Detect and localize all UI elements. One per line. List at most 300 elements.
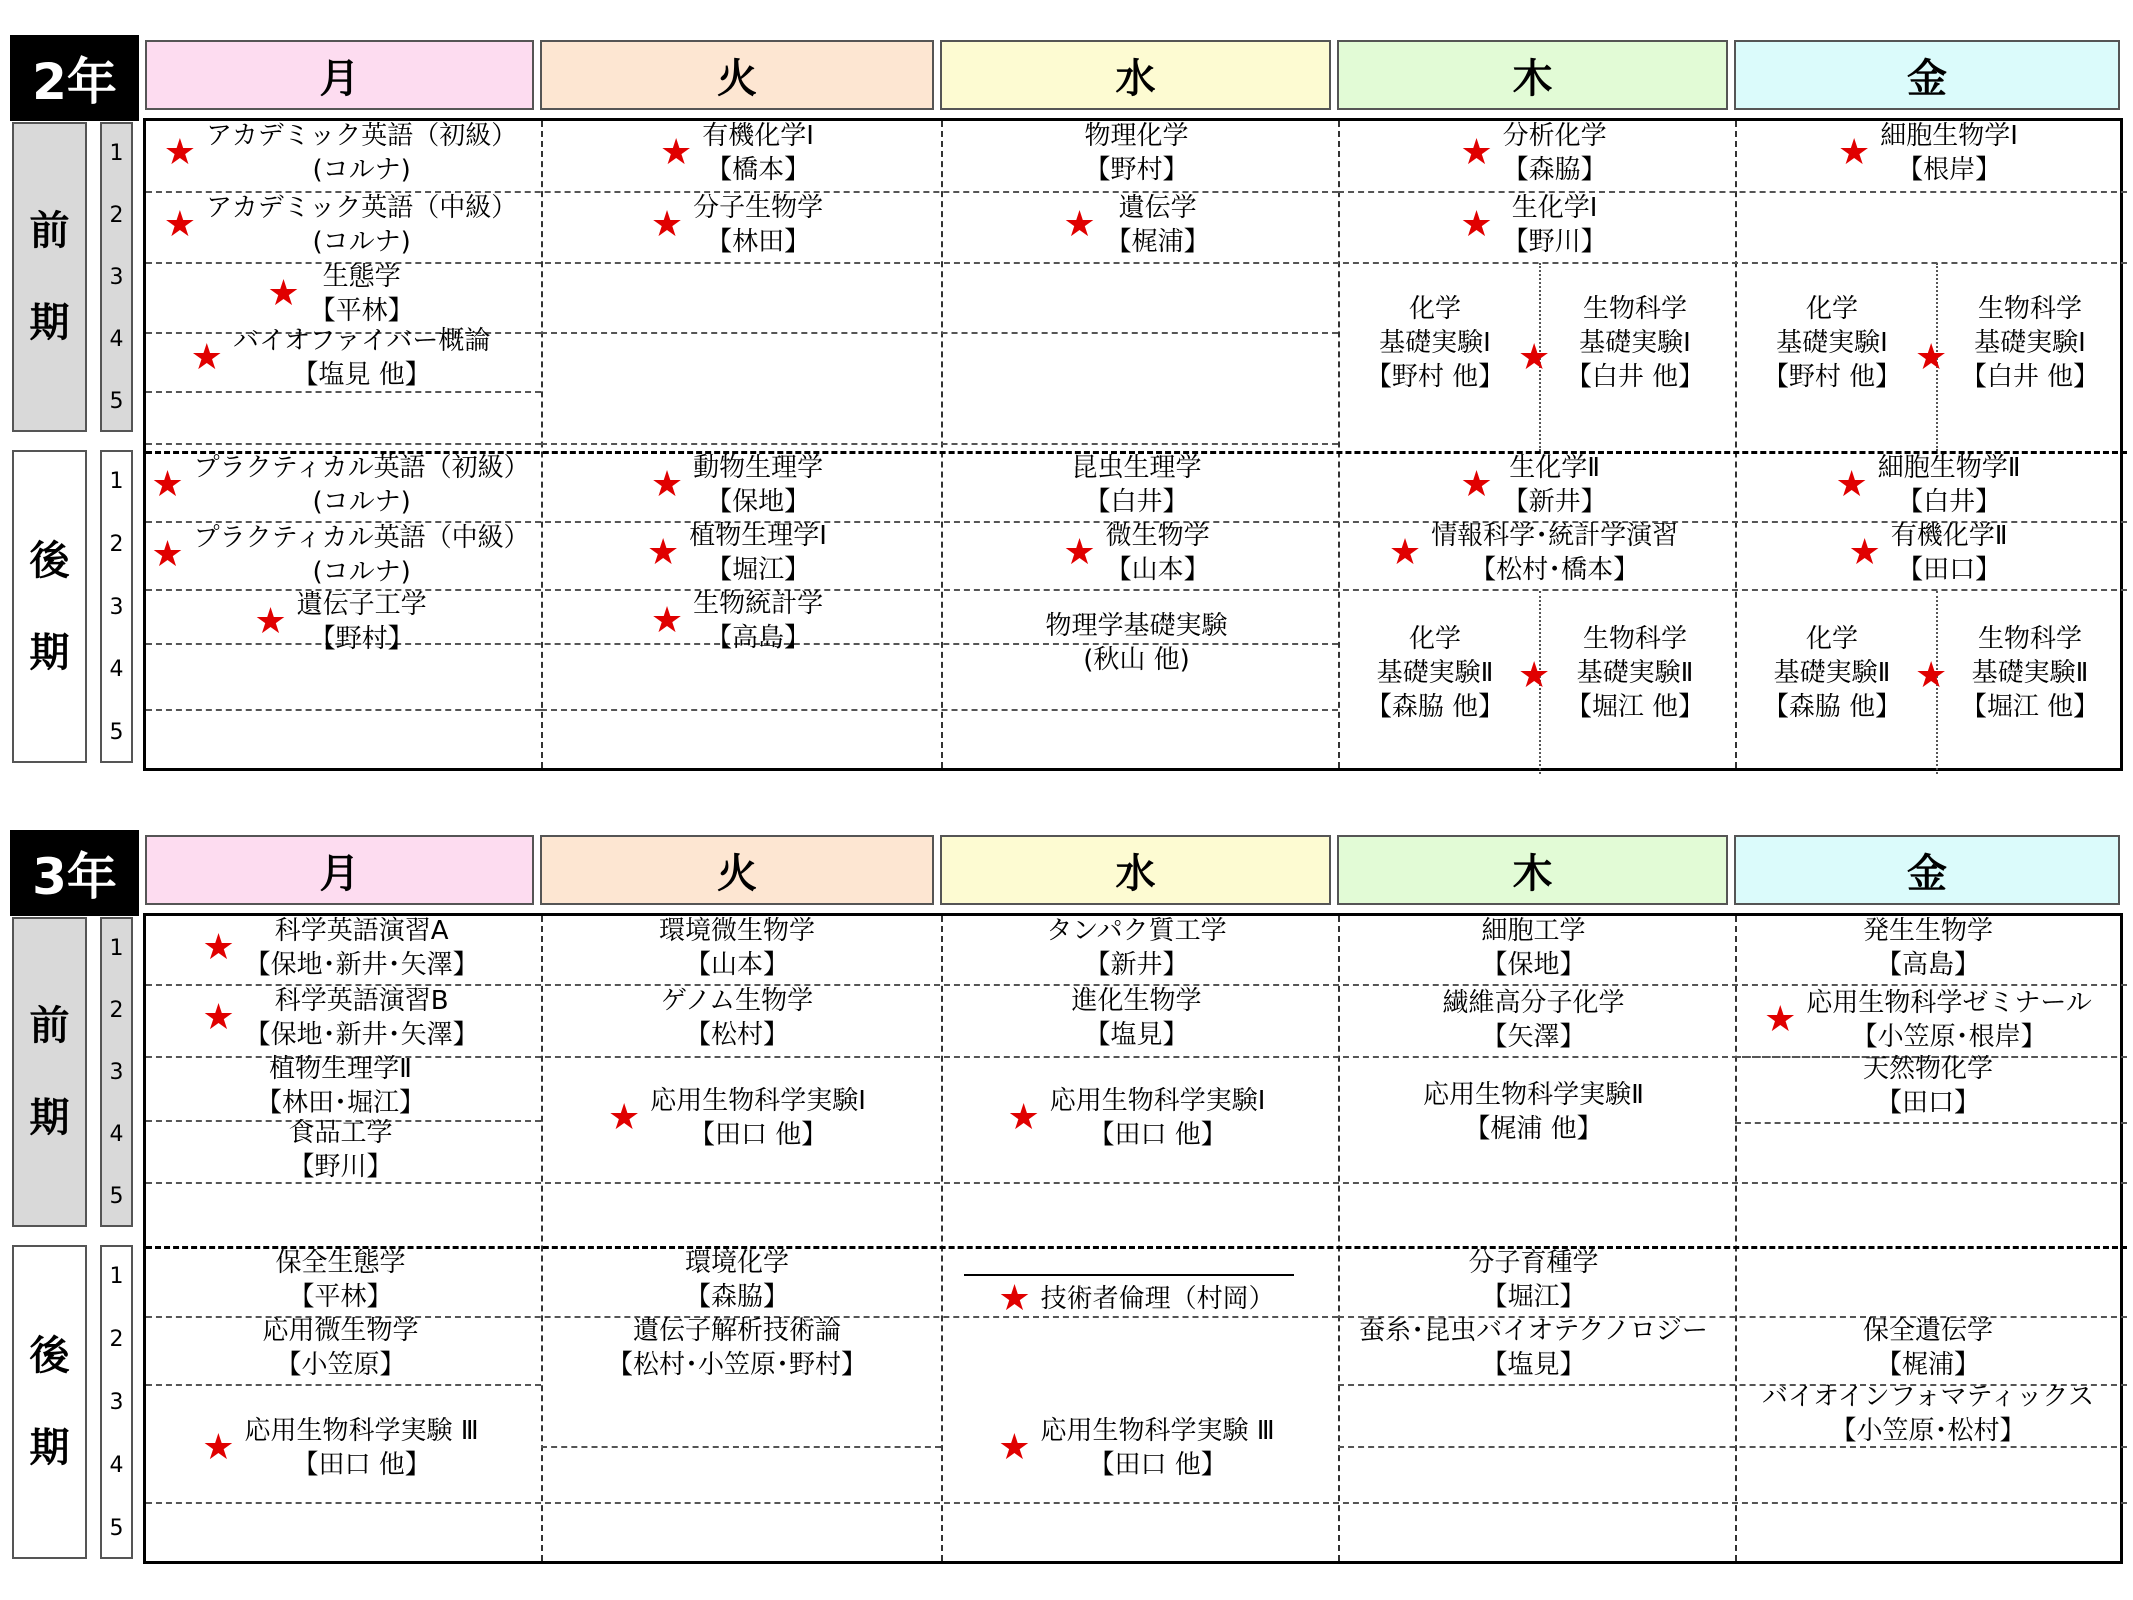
y3-course-detail: 【保地】: [1481, 950, 1586, 980]
y2-course-text: [1366, 292, 1504, 394]
y3-course-text: [1806, 986, 2091, 1054]
y2-course-22: [938, 452, 1335, 518]
y3-course-6: [538, 985, 936, 1051]
y3-period-divider: [146, 1384, 541, 1386]
y2-course-name: 化学: [1805, 624, 1858, 654]
y3-course-22: [938, 1277, 1335, 1321]
y3-course-detail: 【高島】: [1875, 950, 1980, 980]
y3-day-header: [143, 835, 2123, 907]
y2-course-text: [1071, 451, 1201, 519]
y2-course-27: [1335, 618, 1535, 728]
y3-day-4: 木: [1337, 835, 1728, 905]
y2-period-second-5: 5: [109, 719, 124, 745]
y3-course-detail: 【小笠原･根岸】: [1851, 1022, 2047, 1052]
y2-period-column-first: [100, 122, 133, 432]
y2-course-detail: 基礎実験Ⅱ: [1773, 658, 1891, 688]
y2-course-name: 生物科学: [1582, 624, 1687, 654]
y3-course-name: 発生生物学: [1862, 916, 1993, 946]
y3-course-detail: 【小笠原･松村】: [1830, 1416, 2026, 1446]
y2-course-detail: 【堀江】: [706, 555, 811, 585]
y2-course-detail: 【保地】: [706, 487, 811, 517]
y2-course-detail: (秋山 他): [1083, 645, 1190, 675]
y2-course-detail: 【野村 他】: [1365, 362, 1505, 392]
y3-course-name: 保全遺伝学: [1862, 1316, 1993, 1346]
y3-course-name: 食品工学: [288, 1118, 393, 1148]
y2-semester-second-char: 期: [29, 629, 70, 676]
y3-course-text: [1863, 1052, 1993, 1120]
y2-course-25: [1335, 452, 1732, 518]
y2-course-detail: 【林田】: [706, 227, 811, 257]
y3-course-detail: 【塩見】: [1084, 1020, 1189, 1050]
y2-course-14: [1732, 288, 1932, 398]
y3-semester-second-char: 期: [29, 1425, 70, 1471]
y3-course-name: 植物生理学Ⅱ: [269, 1054, 412, 1084]
y2-period-divider: [541, 332, 1338, 334]
y3-course-text: [1359, 1314, 1708, 1382]
y2-course-detail: 【森脇】: [1502, 155, 1607, 185]
y2-period-first-5: 5: [109, 389, 124, 414]
y2-course-text: [194, 451, 530, 519]
y2-course-12: [1538, 288, 1732, 398]
y3-course-name: 応用生物科学ゼミナール: [1806, 988, 2092, 1018]
y3-course-text: [1863, 1314, 1993, 1382]
y3-course-star-icon: ★: [202, 997, 235, 1038]
y3-course-name: 遺伝子解析技術論: [632, 1316, 841, 1346]
y3-course-9: [938, 985, 1335, 1051]
y3-day-2: 火: [540, 835, 934, 905]
y2-course-name: 分子生物学: [693, 193, 824, 223]
y2-period-divider: [146, 443, 541, 445]
y3-course-detail: 【田口】: [1875, 1088, 1980, 1118]
y2-course-29: [1732, 452, 2124, 518]
y2-period-second-1: 1: [109, 469, 124, 495]
y2-course-text: [1891, 519, 2008, 587]
y2-course-name: 生物統計学: [693, 589, 824, 619]
y2-semester-first: [12, 122, 87, 432]
y2-course-text: [702, 119, 814, 187]
y2-day-5: 金: [1734, 40, 2120, 110]
y2-course-5: [538, 120, 936, 186]
y2-course-4: [143, 324, 538, 392]
y2-day-2: 火: [540, 40, 934, 110]
y2-course-text: [1566, 622, 1704, 724]
y3-course-4: [143, 1117, 538, 1183]
y3-course-text: [607, 1314, 867, 1382]
y3-course-star-icon: ★: [608, 1097, 641, 1138]
y2-course-19: [538, 452, 936, 518]
y2-course-10: [1335, 192, 1732, 258]
y2-course-name: 植物生理学Ⅰ: [689, 521, 827, 551]
y2-course-detail: 【新井】: [1502, 487, 1607, 517]
y3-course-7: [538, 1083, 936, 1153]
y3-course-text: [1442, 986, 1624, 1054]
y3-course-detail: 【林田･堀江】: [255, 1088, 425, 1118]
y2-course-name: 昆虫生理学: [1071, 453, 1202, 483]
y3-course-15: [1732, 987, 2124, 1053]
y3-course-17: [143, 1247, 538, 1313]
y2-course-text: [1763, 622, 1901, 724]
y2-course-text: [1366, 622, 1504, 724]
y3-course-detail: 【森脇】: [684, 1282, 789, 1312]
y3-period-second-2: 2: [109, 1327, 124, 1353]
y2-course-24: [938, 608, 1335, 678]
y2-course-detail: 基礎実験Ⅱ: [1576, 658, 1694, 688]
y2-course-detail: 【野村】: [1084, 155, 1189, 185]
y2-course-star-icon: ★: [267, 273, 300, 314]
y2-course-15: [1936, 288, 2124, 398]
y2-course-text: [1503, 191, 1607, 259]
y2-course-18: [143, 590, 538, 654]
y3-course-name: 応用生物科学実験Ⅰ: [1049, 1086, 1266, 1116]
y2-course-detail: 【白井 他】: [1565, 362, 1705, 392]
y2-course-detail: 基礎実験Ⅰ: [1579, 328, 1691, 358]
y3-course-name: 保全生態学: [275, 1248, 406, 1278]
y3-period-column-second: [100, 1245, 133, 1559]
y3-period-first-4: 4: [109, 1122, 124, 1147]
y3-semester-second-char: 後: [29, 1333, 70, 1379]
y3-course-name: 応用微生物学: [262, 1316, 419, 1346]
y3-course-text: [1423, 1078, 1644, 1146]
y3-course-name: 蚕糸･昆虫バイオテクノロジー: [1359, 1316, 1708, 1346]
y2-course-23: [938, 520, 1335, 586]
y3-course-star-icon: ★: [998, 1427, 1031, 1468]
y2-course-detail: 【森脇 他】: [1365, 692, 1505, 722]
y2-period-first-3: 3: [109, 265, 124, 290]
y2-semester-second-char: 後: [29, 537, 70, 584]
y2-course-name: 有機化学Ⅰ: [702, 121, 814, 151]
y2-course-text: [1503, 119, 1607, 187]
y2-period-first-1: 1: [109, 141, 124, 166]
y3-course-name: 科学英語演習A: [274, 916, 449, 946]
y3-period-divider: [146, 1502, 2127, 1504]
y3-course-detail: 【堀江】: [1481, 1282, 1586, 1312]
y2-course-2: [143, 192, 538, 258]
y2-course-detail: 基礎実験Ⅰ: [1974, 328, 2086, 358]
y3-course-text: [685, 1246, 789, 1314]
y2-course-text: [1431, 519, 1678, 587]
y3-course-detail: 【塩見】: [1481, 1350, 1586, 1380]
y3-course-18: [143, 1315, 538, 1381]
y3-course-2: [143, 985, 538, 1051]
y3-course-11: [1335, 915, 1732, 981]
y2-course-detail: 【高島】: [706, 623, 811, 653]
y2-course-detail: 【白井】: [1084, 487, 1189, 517]
y3-course-name: タンパク質工学: [1046, 916, 1227, 946]
y2-course-name: 分析化学: [1502, 121, 1607, 151]
y3-semester-second: [12, 1245, 87, 1559]
y2-course-name: 生態学: [322, 262, 401, 292]
y3-period-column-first: [100, 917, 133, 1227]
y2-course-text: [297, 588, 427, 656]
y3-course-name: 環境微生物学: [658, 916, 815, 946]
y3-course-name: バイオインフォマティックス: [1761, 1382, 2095, 1412]
y2-day-header: [143, 40, 2123, 112]
y3-course-12: [1335, 987, 1732, 1053]
y3-course-19: [143, 1413, 538, 1483]
y2-course-detail: (コルナ): [312, 557, 411, 587]
y2-course-star-icon: ★: [151, 534, 184, 575]
y3-course-detail: 【梶浦 他】: [1464, 1114, 1603, 1144]
y2-course-name: バイオファイバー概論: [232, 326, 491, 356]
y2-period-first-4: 4: [109, 327, 124, 352]
y2-day-3: 水: [940, 40, 1331, 110]
y2-course-star-icon: ★: [1848, 532, 1881, 573]
y2-period-divider: [541, 709, 1338, 711]
y2-course-detail: 基礎実験Ⅱ: [1971, 658, 2089, 688]
y3-course-text: [650, 1084, 866, 1152]
y3-course-text: [1041, 1414, 1275, 1482]
y2-course-name: 細胞生物学Ⅱ: [1877, 453, 2021, 483]
y3-course-text: [659, 914, 815, 982]
y2-course-32: [1936, 618, 2124, 728]
y2-course-text: [693, 191, 823, 259]
y2-course-name: 生化学Ⅱ: [1509, 453, 1601, 483]
y3-period-second-1: 1: [109, 1264, 124, 1290]
y2-course-text: [693, 587, 823, 655]
y2-course-name: 有機化学Ⅱ: [1890, 521, 2008, 551]
y3-course-name: 進化生物学: [1071, 986, 1202, 1016]
y3-course-23: [938, 1413, 1335, 1483]
y2-course-26: [1335, 520, 1732, 586]
y2-course-text: [1045, 609, 1227, 677]
y2-course-star-icon: ★: [151, 464, 184, 505]
y3-course-name: 技術者倫理（村岡）: [1040, 1284, 1275, 1314]
y2-course-detail: 【山本】: [1105, 555, 1210, 585]
y3-course-name: 応用生物科学実験Ⅰ: [650, 1086, 866, 1116]
y3-course-10: [938, 1083, 1335, 1153]
y2-course-text: [206, 191, 517, 259]
y2-course-detail: 【野村 他】: [1762, 362, 1902, 392]
y3-course-26: [1732, 1315, 2124, 1381]
y2-semester-first-char: 期: [29, 300, 70, 346]
y2-course-name: 遺伝学: [1118, 193, 1197, 223]
y2-course-detail: 基礎実験Ⅰ: [1379, 328, 1491, 358]
y3-period-first-1: 1: [109, 936, 124, 961]
y2-course-text: [206, 119, 517, 187]
y3-course-20: [538, 1247, 936, 1313]
y3-course-text: [1050, 1084, 1266, 1152]
y2-period-divider: [541, 443, 1338, 445]
y3-period-first-5: 5: [109, 1184, 124, 1209]
y3-course-text: [1863, 914, 1993, 982]
y2-course-detail: 【平林】: [309, 296, 414, 326]
y2-course-text: [1566, 292, 1704, 394]
y2-star-icon: ★: [1915, 655, 1948, 696]
y3-course-name: 応用生物科学実験 Ⅲ: [1040, 1416, 1275, 1446]
y3-period-second-3: 3: [109, 1390, 124, 1415]
y2-course-detail: 【白井 他】: [1960, 362, 2100, 392]
y2-course-detail: 基礎実験Ⅱ: [1376, 658, 1494, 688]
y2-course-text: [1106, 191, 1210, 259]
y3-course-name: ゲノム生物学: [660, 986, 814, 1016]
y3-course-detail: 【矢澤】: [1481, 1022, 1586, 1052]
y2-course-detail: (コルナ): [312, 487, 411, 517]
y3-course-text: [1046, 914, 1226, 982]
y3-course-detail: 【田口 他】: [292, 1450, 431, 1480]
y2-course-text: [1961, 292, 2099, 394]
y2-year-label: 2年: [10, 35, 139, 121]
y2-course-detail: 【堀江 他】: [1960, 692, 2100, 722]
y3-course-text: [1041, 1282, 1275, 1316]
y2-course-star-icon: ★: [1838, 132, 1871, 173]
y2-course-17: [143, 522, 538, 588]
y3-course-detail: 【田口 他】: [1088, 1450, 1227, 1480]
y2-course-star-icon: ★: [647, 532, 680, 573]
y2-course-star-icon: ★: [1460, 132, 1493, 173]
y3-course-text: [245, 984, 479, 1052]
y2-period-first-2: 2: [109, 203, 124, 228]
y2-course-star-icon: ★: [650, 600, 684, 641]
y3-period-first-2: 2: [109, 998, 124, 1023]
y3-day-3: 水: [940, 835, 1331, 905]
y2-course-name: アカデミック英語（初級）: [206, 121, 518, 151]
y2-course-detail: 【橋本】: [706, 155, 811, 185]
y3-course-8: [938, 915, 1335, 981]
y3-course-25: [1335, 1315, 1732, 1381]
y3-course-text: [288, 1116, 392, 1184]
y2-course-text: [194, 521, 530, 589]
y2-course-detail: 【堀江 他】: [1565, 692, 1705, 722]
y3-course-detail: 【野川】: [288, 1152, 393, 1182]
y3-course-24: [1335, 1247, 1732, 1313]
y3-course-13: [1335, 1077, 1732, 1147]
y2-course-star-icon: ★: [660, 132, 693, 173]
y2-course-star-icon: ★: [1460, 204, 1493, 245]
y2-course-detail: 【根岸】: [1897, 155, 2002, 185]
y2-course-13: [1732, 120, 2124, 186]
y3-course-name: 環境化学: [684, 1248, 789, 1278]
y3-semester-first-char: 前: [29, 1003, 70, 1049]
y2-course-star-icon: ★: [650, 464, 684, 505]
y2-period-second-4: 4: [109, 657, 124, 683]
y2-course-20: [538, 520, 936, 586]
y3-course-text: [245, 914, 479, 982]
y2-course-name: 動物生理学: [693, 453, 824, 483]
y2-course-name: 生物科学: [1977, 294, 2082, 324]
y2-course-star-icon: ★: [1063, 532, 1096, 573]
y2-day-4: 木: [1337, 40, 1728, 110]
y2-course-detail: 【森脇 他】: [1762, 692, 1902, 722]
y2-course-star-icon: ★: [1835, 464, 1868, 505]
y2-course-name: 化学: [1408, 624, 1461, 654]
y3-course-star-icon: ★: [202, 1427, 235, 1468]
y2-course-name: 物理化学: [1084, 121, 1189, 151]
y3-course-name: 細胞工学: [1481, 916, 1586, 946]
y2-semester-second: [12, 450, 87, 763]
y3-day-1: 月: [145, 835, 534, 905]
y2-course-text: [1961, 622, 2099, 724]
y2-course-detail: (コルナ): [312, 155, 411, 185]
y3-ethics-underline: [964, 1274, 1294, 1276]
y2-course-name: 生化学Ⅰ: [1511, 193, 1598, 223]
y3-course-text: [661, 984, 813, 1052]
y2-course-text: [1084, 119, 1188, 187]
y2-period-second-3: 3: [109, 594, 124, 620]
y3-course-name: 分子育種学: [1468, 1248, 1599, 1278]
y3-course-14: [1732, 915, 2124, 981]
y2-course-text: [1763, 292, 1901, 394]
y3-course-name: 天然物化学: [1862, 1054, 1993, 1084]
y3-period-divider: [541, 1446, 941, 1448]
y3-course-detail: 【保地･新井･矢澤】: [244, 1020, 479, 1050]
y2-course-7: [938, 120, 1335, 186]
y2-course-28: [1538, 618, 1732, 728]
y2-course-6: [538, 192, 936, 258]
y3-course-name: 応用生物科学実験Ⅱ: [1423, 1080, 1644, 1110]
y2-course-name: 化学: [1408, 294, 1461, 324]
y2-course-11: [1335, 288, 1535, 398]
y3-course-star-icon: ★: [1007, 1097, 1040, 1138]
y3-day-5: 金: [1734, 835, 2120, 905]
y2-course-30: [1732, 520, 2124, 586]
y2-course-detail: 【野川】: [1502, 227, 1607, 257]
y3-course-detail: 【松村･小笠原･野村】: [606, 1350, 867, 1380]
y3-course-detail: 【小笠原】: [275, 1350, 406, 1380]
y2-course-star-icon: ★: [1063, 204, 1096, 245]
y2-course-text: [689, 519, 827, 587]
y2-course-name: プラクティカル英語（初級）: [193, 453, 530, 483]
y3-period-divider: [1735, 1122, 2127, 1124]
y2-course-text: [233, 324, 490, 392]
y2-course-name: 生物科学: [1977, 624, 2082, 654]
y2-course-16: [143, 452, 538, 518]
y3-period-first-3: 3: [109, 1060, 124, 1085]
y2-course-name: アカデミック英語（中級）: [206, 193, 518, 223]
y2-course-text: [1106, 519, 1210, 587]
y3-course-text: [245, 1414, 479, 1482]
y2-course-text: [1503, 451, 1607, 519]
y2-course-star-icon: ★: [1388, 532, 1422, 573]
y2-day-1: 月: [145, 40, 534, 110]
y2-course-name: 微生物学: [1105, 521, 1210, 551]
y3-semester-first-char: 期: [29, 1095, 70, 1141]
y2-course-star-icon: ★: [190, 337, 223, 378]
y2-course-text: [310, 260, 414, 328]
y3-course-text: [1468, 1246, 1598, 1314]
y2-star-icon: ★: [1518, 337, 1551, 378]
y2-course-name: 細胞生物学Ⅰ: [1880, 121, 2018, 151]
y3-course-name: 科学英語演習B: [274, 986, 449, 1016]
y2-course-star-icon: ★: [1460, 464, 1493, 505]
y2-course-star-icon: ★: [650, 204, 684, 245]
y3-course-star-icon: ★: [998, 1278, 1031, 1319]
y2-period-divider: [146, 709, 541, 711]
y2-course-detail: 【松村･橋本】: [1470, 555, 1640, 585]
y2-course-name: 物理学基礎実験: [1045, 611, 1228, 641]
y2-course-detail: 基礎実験Ⅰ: [1776, 328, 1888, 358]
y3-course-detail: 【平林】: [288, 1282, 393, 1312]
y2-course-detail: 【野村】: [309, 624, 414, 654]
y2-star-icon: ★: [1518, 655, 1551, 696]
y3-course-text: [275, 1246, 405, 1314]
y3-period-second-5: 5: [109, 1515, 124, 1541]
y3-course-text: [1481, 914, 1585, 982]
y3-course-text: [1071, 984, 1201, 1052]
y2-period-second-2: 2: [109, 531, 124, 557]
y2-course-text: [1880, 119, 2018, 187]
y3-course-detail: 【新井】: [1084, 950, 1189, 980]
y2-course-detail: 【田口】: [1897, 555, 2002, 585]
y3-course-name: 繊維高分子化学: [1442, 988, 1625, 1018]
y2-course-star-icon: ★: [163, 132, 197, 173]
y2-course-detail: 【塩見 他】: [292, 360, 431, 390]
y3-course-text: [256, 1052, 425, 1120]
y3-course-3: [143, 1053, 538, 1119]
y2-course-detail: (コルナ): [312, 227, 411, 257]
y3-course-text: [1762, 1380, 2094, 1448]
y3-course-name: 応用生物科学実験 Ⅲ: [244, 1416, 479, 1446]
y2-course-name: 遺伝子工学: [296, 590, 427, 620]
